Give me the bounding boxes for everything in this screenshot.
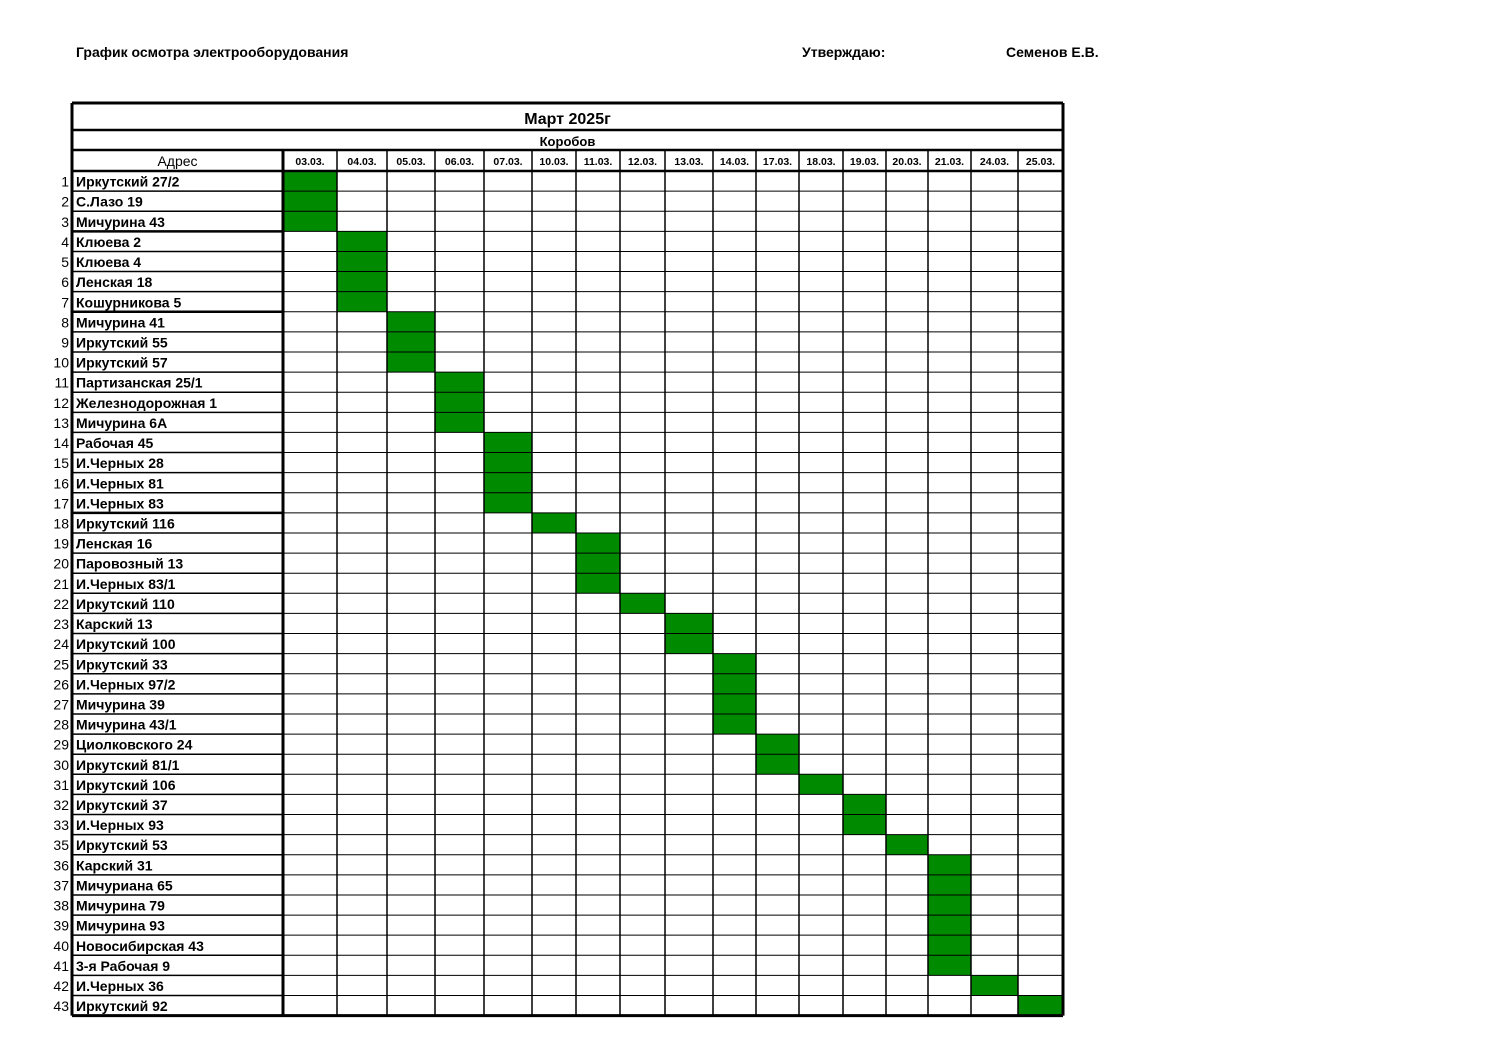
scheduled-cell [928, 935, 971, 955]
inspector-name: Коробов [539, 134, 596, 149]
row-number: 21 [53, 575, 69, 592]
date-header: 17.03. [762, 156, 793, 168]
scheduled-cell [435, 372, 484, 392]
scheduled-cell [713, 694, 756, 714]
scheduled-cell [532, 513, 576, 533]
scheduled-cell [886, 835, 928, 855]
date-header: 19.03. [849, 156, 880, 168]
scheduled-cell [484, 453, 532, 473]
row-number: 35 [53, 837, 69, 854]
row-number: 24 [53, 636, 69, 653]
row-number: 38 [53, 897, 69, 914]
date-header: 24.03. [979, 156, 1010, 168]
row-address: И.Черных 28 [76, 455, 164, 472]
row-number: 12 [53, 394, 69, 411]
row-number: 10 [53, 354, 69, 371]
row-address: Иркутский 110 [76, 595, 175, 612]
scheduled-cell [435, 412, 484, 432]
row-number: 28 [53, 716, 69, 733]
row-number: 6 [61, 274, 69, 291]
row-address: Иркутский 27/2 [76, 173, 180, 190]
row-address: Циолковского 24 [76, 736, 193, 753]
row-address: Мичурина 39 [76, 696, 165, 713]
scheduled-cell [843, 794, 886, 814]
date-header: 12.03. [627, 156, 658, 168]
row-number: 39 [53, 917, 69, 934]
scheduled-cell [665, 634, 713, 654]
row-address: Иркутский 55 [76, 334, 168, 351]
row-number: 3 [61, 213, 69, 230]
approver-name: Семенов Е.В. [1006, 44, 1099, 60]
row-address: Клюева 2 [76, 233, 142, 250]
row-address: С.Лазо 19 [76, 193, 143, 210]
scheduled-cell [576, 533, 620, 553]
scheduled-cell [337, 272, 387, 292]
row-address: Новосибирская 43 [76, 937, 204, 954]
row-address: Карский 31 [76, 857, 153, 874]
row-number: 29 [53, 736, 69, 753]
row-number: 17 [53, 495, 69, 512]
scheduled-cell [387, 352, 435, 372]
row-address: Партизанская 25/1 [76, 374, 203, 391]
row-number: 11 [54, 374, 69, 391]
date-header: 20.03. [892, 156, 922, 168]
row-address: И.Черных 81 [76, 475, 164, 492]
row-number: 14 [53, 435, 69, 452]
row-number: 16 [53, 475, 69, 492]
row-address: Мичурина 43/1 [76, 716, 177, 733]
date-header: 25.03. [1025, 156, 1056, 168]
row-address: Иркутский 33 [76, 656, 168, 673]
row-number: 8 [61, 314, 69, 331]
scheduled-cell [435, 392, 484, 412]
scheduled-cell [713, 674, 756, 694]
scheduled-cell [843, 815, 886, 835]
scheduled-cell [283, 211, 337, 231]
scheduled-cell [928, 895, 971, 915]
date-header: 03.03. [295, 156, 325, 168]
row-number: 1 [61, 173, 69, 190]
scheduled-cell [484, 493, 532, 513]
row-number: 32 [53, 797, 69, 814]
row-number: 41 [53, 957, 69, 974]
row-address: Мичурина 41 [76, 314, 165, 331]
row-number: 7 [61, 294, 69, 311]
row-number: 18 [53, 515, 69, 532]
scheduled-cell [665, 613, 713, 633]
date-header: 05.03. [396, 156, 426, 168]
scheduled-cell [620, 593, 665, 613]
date-header: 06.03. [444, 156, 475, 168]
row-number: 23 [53, 616, 69, 633]
scheduled-cell [971, 975, 1018, 995]
row-number: 30 [53, 756, 69, 773]
scheduled-cell [928, 915, 971, 935]
row-number: 33 [53, 817, 69, 834]
date-header: 13.03. [674, 156, 704, 168]
scheduled-cell [928, 875, 971, 895]
row-number: 20 [53, 555, 69, 572]
row-address: И.Черных 36 [76, 978, 164, 995]
date-header: 04.03. [347, 156, 377, 168]
row-address: Иркутский 116 [76, 515, 175, 532]
row-address: Иркутский 106 [76, 776, 176, 793]
scheduled-cell [283, 171, 337, 191]
row-address: И.Черных 93 [76, 817, 164, 834]
scheduled-cell [756, 754, 799, 774]
row-address: И.Черных 83 [76, 495, 164, 512]
row-address: Железнодорожная 1 [76, 394, 218, 411]
row-address: Мичурина 79 [76, 897, 165, 914]
row-address: 3-я Рабочая 9 [76, 957, 171, 974]
row-number: 13 [53, 414, 69, 431]
row-address: И.Черных 83/1 [76, 575, 176, 592]
row-number: 19 [53, 535, 69, 552]
row-number: 5 [61, 254, 69, 271]
row-number: 26 [53, 676, 69, 693]
date-header: 21.03. [934, 156, 965, 168]
row-number: 2 [61, 193, 69, 210]
row-address: Рабочая 45 [76, 435, 154, 452]
row-address: Ленская 16 [76, 535, 153, 552]
date-header: 11.03. [583, 156, 613, 168]
row-address: Иркутский 81/1 [76, 756, 180, 773]
scheduled-cell [484, 432, 532, 452]
scheduled-cell [387, 312, 435, 332]
row-number: 9 [61, 334, 69, 351]
row-address: Кошурникова 5 [76, 294, 182, 311]
row-address: Иркутский 92 [76, 998, 168, 1015]
date-header: 10.03. [539, 156, 569, 168]
scheduled-cell [1018, 996, 1063, 1016]
address-column-header: Адрес [157, 153, 198, 169]
date-header: 07.03. [493, 156, 523, 168]
scheduled-cell [387, 332, 435, 352]
row-address: Карский 13 [76, 616, 153, 633]
scheduled-cell [576, 573, 620, 593]
row-number: 40 [53, 937, 69, 954]
month-title: Март 2025г [524, 111, 611, 128]
row-address: Мичурина 43 [76, 213, 165, 230]
scheduled-cell [576, 553, 620, 573]
scheduled-cell [756, 734, 799, 754]
row-address: Ленская 18 [76, 274, 153, 291]
scheduled-cell [928, 955, 971, 975]
row-address: Мичурина 6А [76, 414, 168, 431]
row-number: 37 [53, 877, 69, 894]
date-header: 14.03. [719, 156, 750, 168]
row-number: 31 [53, 776, 69, 793]
date-header: 18.03. [806, 156, 836, 168]
row-number: 27 [53, 696, 69, 713]
row-address: Иркутский 100 [76, 636, 176, 653]
scheduled-cell [713, 714, 756, 734]
scheduled-cell [928, 855, 971, 875]
row-address: Мичуриана 65 [76, 877, 173, 894]
page-title: График осмотра электрооборудования [76, 44, 349, 60]
row-number: 4 [61, 233, 69, 250]
row-address: И.Черных 97/2 [76, 676, 176, 693]
row-number: 25 [53, 656, 69, 673]
scheduled-cell [484, 473, 532, 493]
scheduled-cell [283, 191, 337, 211]
row-address: Иркутский 57 [76, 354, 168, 371]
row-number: 42 [53, 978, 69, 995]
row-number: 15 [53, 455, 69, 472]
row-address: Клюева 4 [76, 254, 142, 271]
scheduled-cell [337, 251, 387, 271]
scheduled-cell [713, 654, 756, 674]
row-address: Иркутский 37 [76, 797, 168, 814]
row-address: Иркутский 53 [76, 837, 168, 854]
row-number: 22 [53, 595, 69, 612]
row-address: Паровозный 13 [76, 555, 184, 572]
scheduled-cell [799, 774, 843, 794]
row-address: Мичурина 93 [76, 917, 165, 934]
row-number: 43 [53, 998, 69, 1015]
scheduled-cell [337, 231, 387, 251]
approve-label: Утверждаю: [802, 44, 886, 60]
scheduled-cell [337, 292, 387, 312]
row-number: 36 [53, 857, 69, 874]
